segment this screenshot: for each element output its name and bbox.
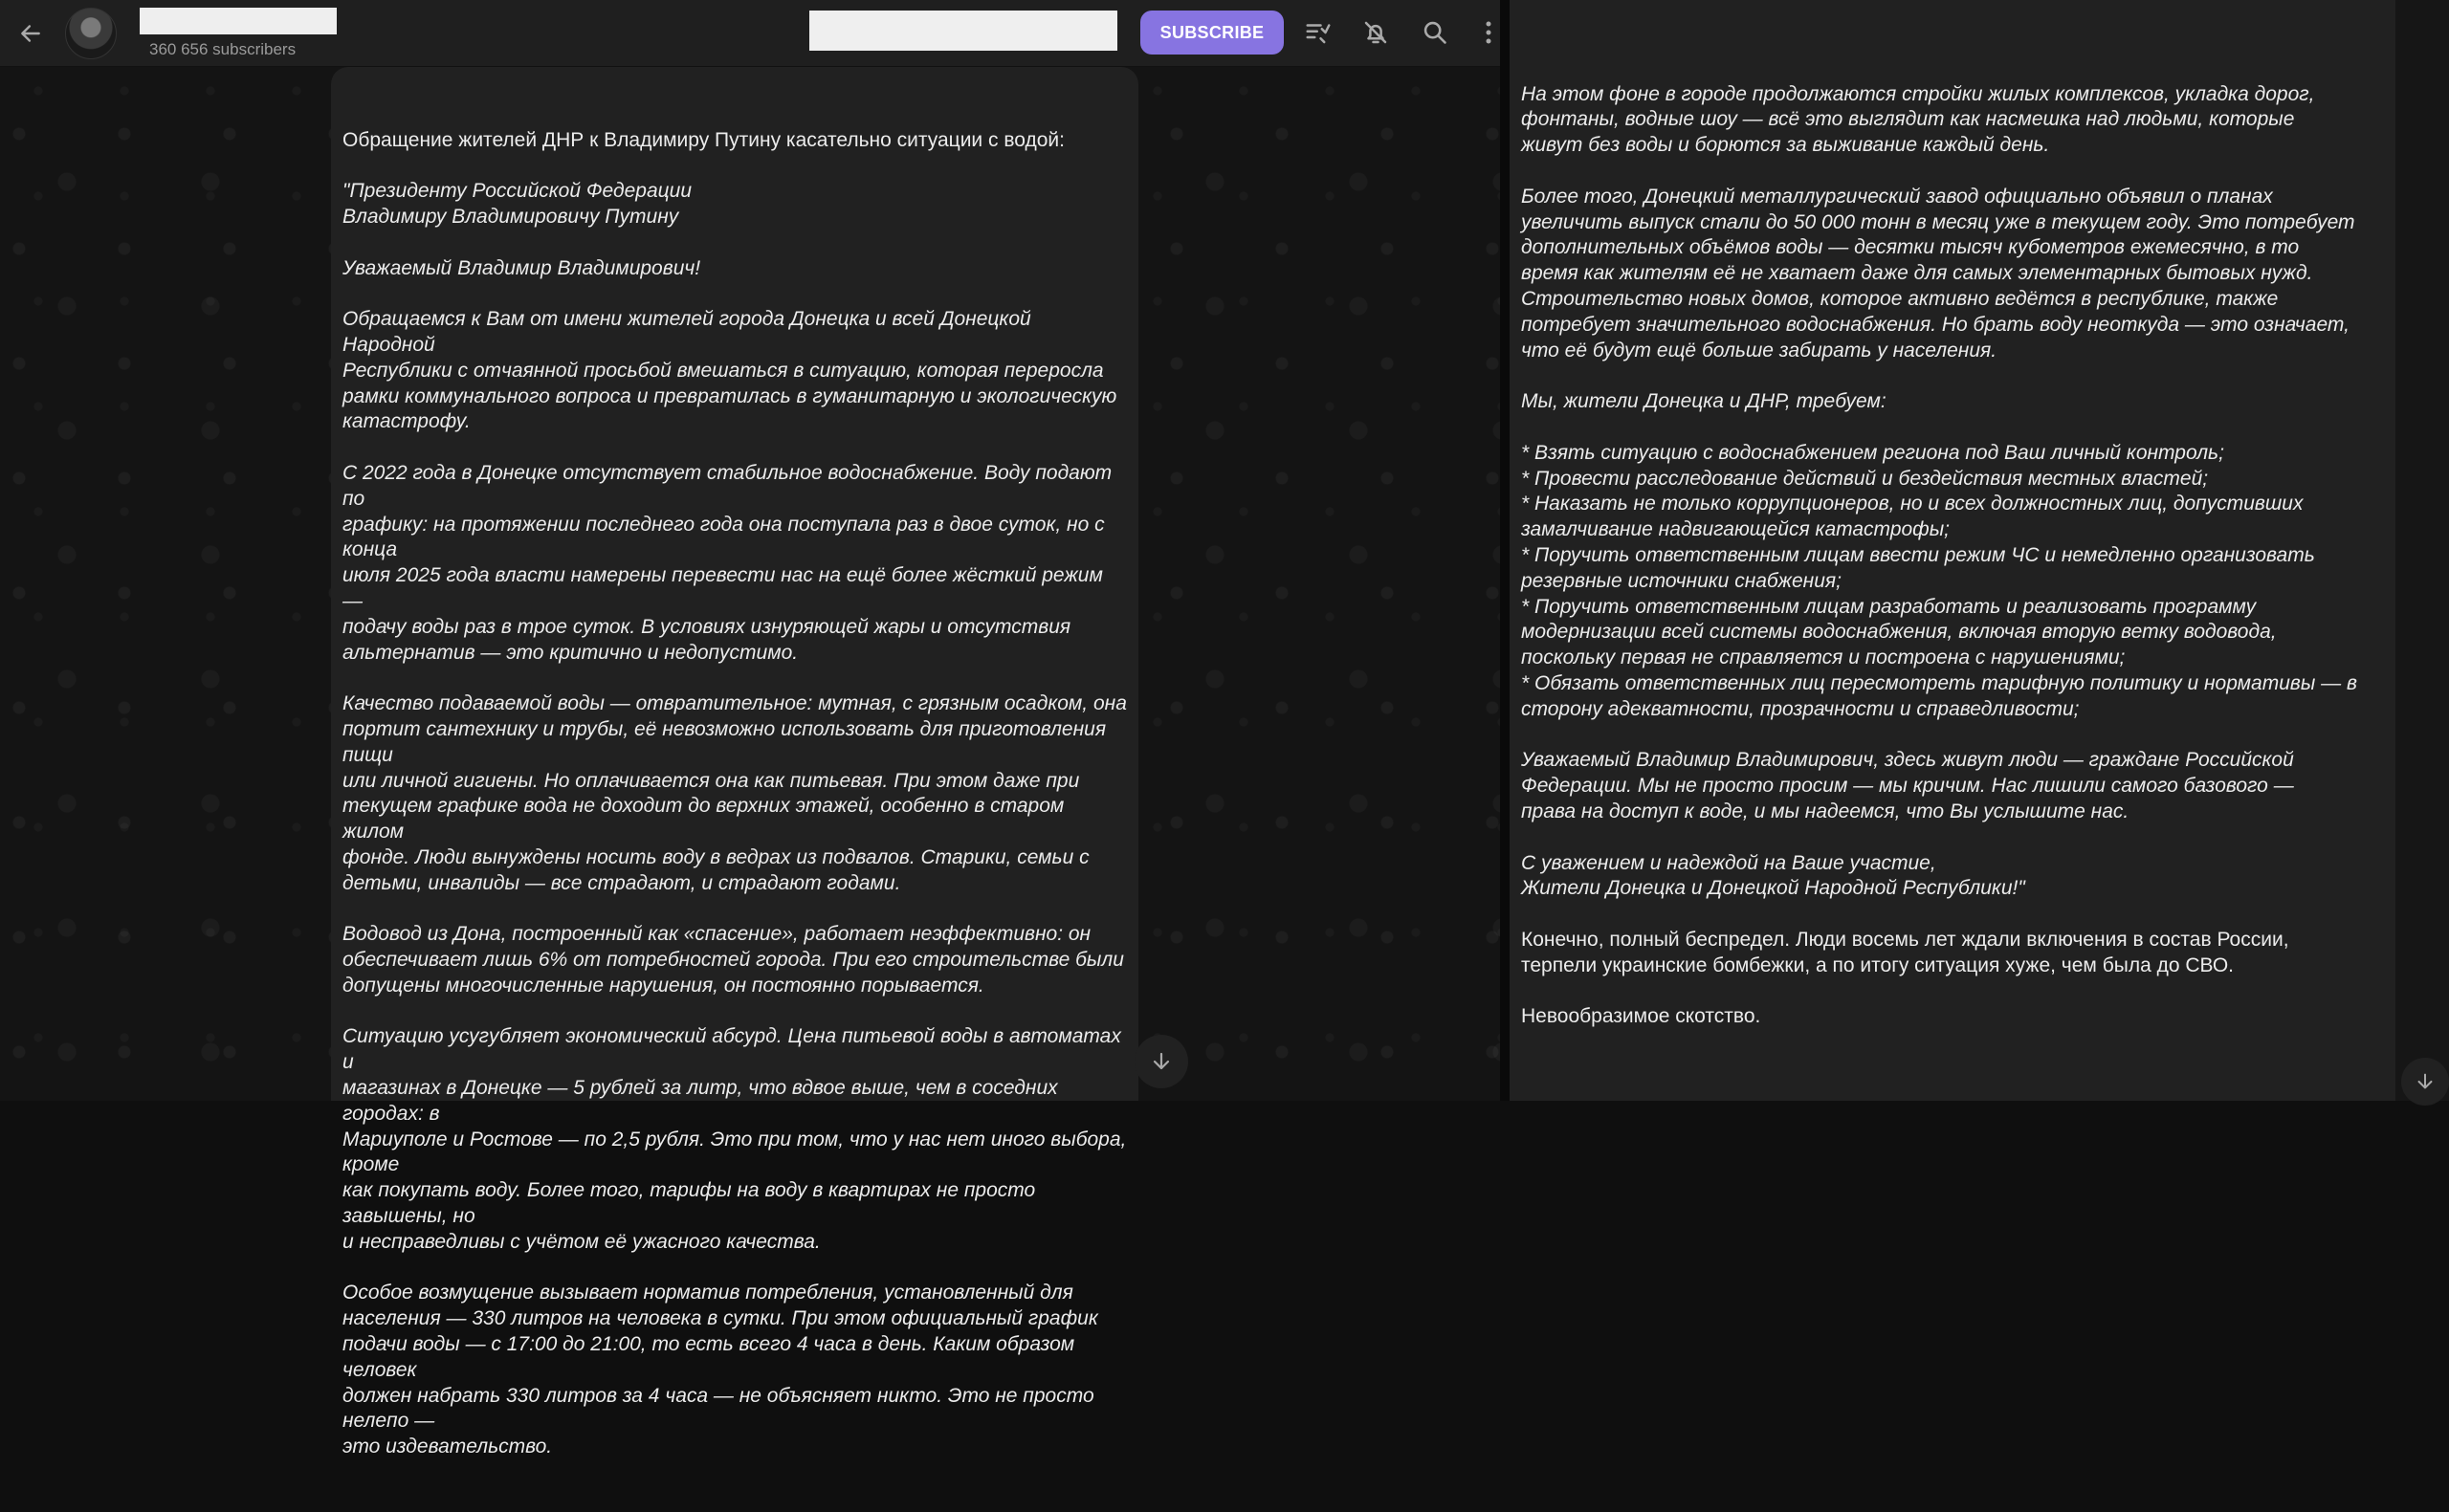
paragraph-gap	[342, 1256, 1128, 1282]
topics-icon	[1304, 18, 1333, 47]
more-menu-button[interactable]	[1477, 15, 1500, 50]
message-text	[342, 77, 1128, 1512]
message-paragraph: Водовод из Дона, построенный как «спасение», работает неэффективно: он обеспечивает лишь 6% от потребностей города. При его строительстве были допущены многочисленные нарушения, он постоянно порывается.	[342, 923, 1124, 997]
message-paragraph: Более того, Донецкий металлургический завод официально объявил о планах увеличить выпуск стали до 50 000 тонн в месяц уже в текущем году. Это потребует дополнительных объёмов воды — десятки тысяч кубометров ежемесячно, в то время как жителям её не хватает даже для самых элементарных бытовых нужд. Строительство новых домов, которое активно ведётся в республике, также потребует значительного водоснабжения. Но брать воду неоткуда — это означает, что её будут ещё больше забирать у населения.	[1521, 185, 2355, 362]
message-paragraph: Уважаемый Владимир Владимирович!	[342, 256, 701, 279]
channel-info[interactable]	[140, 8, 337, 59]
chat-header	[0, 0, 1500, 67]
paragraph-gap	[342, 153, 1128, 179]
message-paragraph: Особое возмущение вызывает норматив потребления, установленный для населения — 330 литров на человека в сутки. При этом официальный график подачи воды — с 17:00 до 21:00, то есть всего 4 часа в день. Каким образом человек должен набрать 330 литров за 4 часа — не объясняет никто. Это не просто нелепо — это издевательство.	[342, 1282, 1098, 1458]
scroll-down-button-right[interactable]	[2401, 1058, 2449, 1106]
message-paragraph: Уважаемый Владимир Владимирович, здесь живут люди — граждане Российской Федерации. Мы не просто просим — мы кричим. Нас лишили самого базового — права на доступ к воде, и мы надеемся, что Вы услышите нас.	[1521, 749, 2294, 822]
mute-button[interactable]	[1358, 15, 1393, 50]
paragraph-gap	[1521, 363, 2382, 389]
message-paragraph: Обращаемся к Вам от имени жителей города Донецка и всей Донецкой Народной Республики с отчаянной просьбой вмешаться в ситуацию, которая переросла рамки коммунального вопроса и превратилась в гуманитарную и экологическую катастрофу.	[342, 308, 1117, 433]
more-vertical-icon	[1485, 20, 1492, 45]
message-paragraph: С 2022 года в Донецке отсутствует стабильное водоснабжение. Воду подают по графику: на протяжении последнего года она поступала раз в двое суток, но с конца июля 2025 года власти намерены перевести нас на ещё более жёсткий режим — подачу воды раз в трое суток. В условиях изнуряющей жары и отсутствия альтернатив — это критично и недопустимо.	[342, 461, 1113, 664]
message-paragraph: * Взять ситуацию с водоснабжением региона под Ваш личный контроль; * Провести расследование действий и бездействия местных властей; * Наказать не только коррупционеров, но и всех должностных лиц, допустивших замалчивание надвигающейся катастрофы; * Поручить ответственным лицам ввести режим ЧС и немедленно организовать резервные источники снабжения; * Поручить ответственным лицам разработать и реализовать программу модернизации всей системы водоснабжения, включая вторую ветку водовода, поскольку первая не справляется и построена с нарушениями; * Обязать ответственных лиц пересмотреть тарифную политику и нормативы — в сторону адекватности, прозрачности и справедливости;	[1521, 441, 2357, 720]
channel-avatar[interactable]	[65, 8, 117, 59]
paragraph-gap	[1521, 978, 2382, 1004]
panel-divider	[1500, 0, 1510, 1101]
paragraph-gap	[1521, 723, 2382, 749]
arrow-down-icon	[2415, 1071, 2436, 1092]
paragraph-gap	[342, 897, 1128, 923]
message-text	[1521, 31, 2382, 1082]
paragraph-gap	[1521, 159, 2382, 185]
paragraph-gap	[342, 281, 1128, 307]
redacted-area	[809, 11, 1117, 51]
paragraph-gap	[342, 666, 1128, 691]
topics-button[interactable]	[1301, 15, 1335, 50]
bell-off-icon	[1361, 18, 1390, 47]
subscriber-count: 360 656 subscribers	[149, 39, 297, 58]
message-paragraph: Невообразимое скотство.	[1521, 1005, 1761, 1028]
right-edge-background	[2395, 0, 2449, 1101]
search-icon	[1422, 19, 1448, 46]
search-button[interactable]	[1418, 15, 1452, 50]
message-paragraph: "Президенту Российской Федерации Владимиру Владимировичу Путину	[342, 180, 693, 228]
paragraph-gap	[342, 435, 1128, 461]
subscribe-button[interactable]: SUBSCRIBE	[1140, 11, 1284, 55]
paragraph-gap	[342, 999, 1128, 1025]
message-paragraph: Качество подаваемой воды — отвратительное: мутная, с грязным осадком, она портит сантехнику и трубы, её невозможно использовать для приготовления пищи или личной гигиены. Но оплачивается она как питьевая. При этом даже при текущем графике вода не доходит до верхних этажей, особенно в старом жилом фонде. Люди вынуждены носить воду в ведрах из подвалов. Старики, семьи с детьми, инвалиды — все страдают, и страдают годами.	[342, 692, 1127, 894]
message-paragraph: С уважением и надеждой на Ваше участие, Жители Донецка и Донецкой Народной Республики!"	[1521, 851, 2025, 900]
message-continuation	[1510, 0, 2395, 1101]
paragraph-gap	[1521, 825, 2382, 851]
arrow-left-icon	[18, 21, 43, 46]
paragraph-gap	[1521, 902, 2382, 928]
message-paragraph: Мы, жители Донецка и ДНР, требуем:	[1521, 390, 1886, 413]
back-button[interactable]	[13, 16, 48, 51]
message-paragraph: Ситуацию усугубляет экономический абсурд. Цена питьевой воды в автоматах и магазинах в Донецке — 5 рублей за литр, что вдвое выше, чем в соседних городах: в Мариуполе и Ростове — по 2,5 рубля. Это при том, что у нас нет иного выбора, кроме как покупать воду. Более того, тарифы на воду в квартирах не просто завышены, но и несправедливы с учётом её ужасного качества.	[342, 1025, 1127, 1253]
arrow-down-icon	[1150, 1050, 1173, 1073]
paragraph-gap	[1521, 415, 2382, 441]
message-paragraph: На этом фоне в городе продолжаются стройки жилых комплексов, укладка дорог, фонтаны, водные шоу — всё это выглядит как насмешка над людьми, которые живут без воды и борются за выживание каждый день.	[1521, 82, 2315, 157]
paragraph-gap	[342, 230, 1128, 256]
message-paragraph: Конечно, полный беспредел. Люди восемь лет ждали включения в состав России, терпели украинские бомбежки, а по итогу ситуация хуже, чем была до СВО.	[1521, 928, 2289, 976]
channel-title-redacted	[140, 8, 337, 34]
message-paragraph: Обращение жителей ДНР к Владимиру Путину касательно ситуации с водой:	[342, 128, 1065, 151]
message-bubble	[331, 67, 1138, 1458]
scroll-down-button[interactable]	[1135, 1035, 1188, 1088]
